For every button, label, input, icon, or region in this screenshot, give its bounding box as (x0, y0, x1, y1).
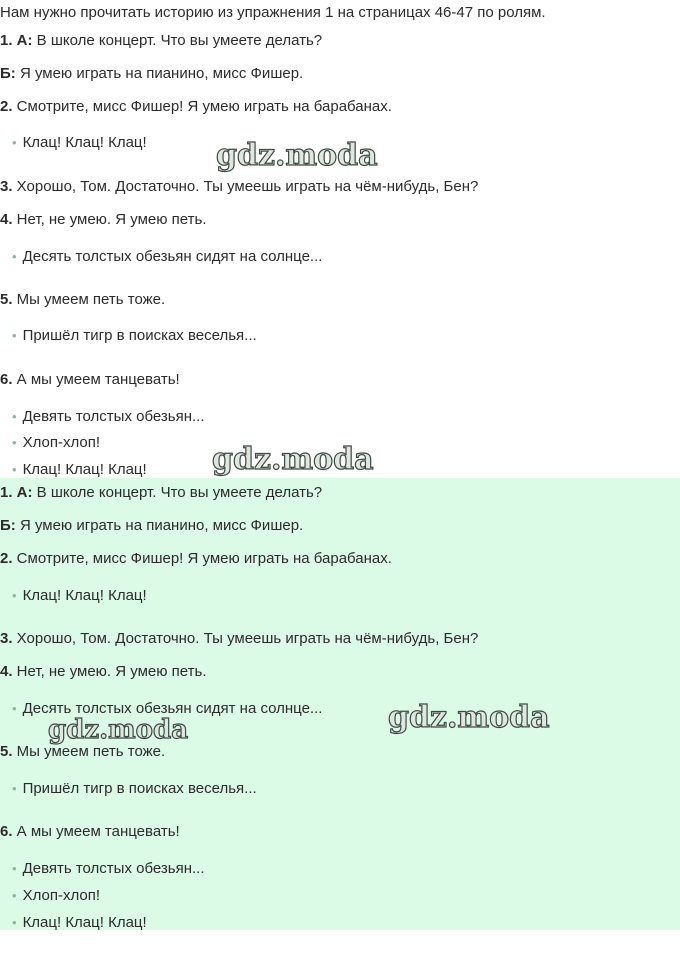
bullet-text: Девять толстых обезьян... (22, 408, 205, 425)
speaker-number: 1. А: (0, 484, 33, 501)
song-bullet (12, 700, 322, 718)
bullet-dot-icon: • (12, 861, 17, 876)
bullet-dot-icon: • (12, 462, 17, 477)
song-bullet (12, 587, 147, 605)
dialogue-line (0, 98, 392, 116)
dialogue-line (0, 663, 207, 681)
dialogue-line (0, 743, 165, 761)
song-bullet (12, 408, 205, 426)
watermark: gdz.moda (388, 700, 550, 735)
bullet-text: Девять толстых обезьян... (22, 860, 205, 877)
watermark: gdz.moda (212, 442, 374, 477)
bullet-text: Хлоп-хлоп! (22, 434, 101, 451)
dialogue-line (0, 291, 165, 309)
dialogue-text: А мы умеем танцевать! (12, 823, 180, 840)
dialogue-line (0, 371, 180, 389)
dialogue-line (0, 32, 322, 50)
dialogue-line (0, 517, 303, 535)
dialogue-text: Смотрите, мисс Фишер! Я умею играть на барабанах. (12, 98, 392, 115)
bullet-text: Пришёл тигр в поисках веселья... (22, 780, 257, 797)
dialogue-text: Мы умеем петь тоже. (12, 291, 166, 308)
dialogue-text: Я умею играть на пианино, мисс Фишер. (15, 65, 304, 82)
speaker-number: 3. (0, 178, 13, 195)
song-bullet (12, 914, 147, 932)
speaker-number: Б: (0, 65, 16, 82)
song-bullet (12, 434, 100, 452)
song-bullet (12, 887, 100, 905)
song-bullet (12, 860, 205, 878)
dialogue-line (0, 484, 322, 502)
bullet-dot-icon: • (12, 781, 17, 796)
speaker-number: Б: (0, 517, 16, 534)
bullet-dot-icon: • (12, 435, 17, 450)
dialogue-text: В школе концерт. Что вы умеете делать? (32, 32, 323, 49)
speaker-number: 1. А: (0, 32, 33, 49)
bullet-dot-icon: • (12, 135, 17, 150)
song-bullet (12, 248, 322, 266)
intro-text: Нам нужно прочитать историю из упражнения 1 на страницах 46-47 по ролям. (0, 4, 546, 21)
song-bullet (12, 780, 257, 798)
dialogue-line (0, 211, 207, 229)
bullet-dot-icon: • (12, 328, 17, 343)
bullet-dot-icon: • (12, 888, 17, 903)
watermark: gdz.moda (216, 138, 378, 173)
dialogue-line (0, 178, 478, 196)
watermark: gdz.moda (48, 715, 189, 745)
dialogue-text: Смотрите, мисс Фишер! Я умею играть на барабанах. (12, 550, 392, 567)
song-bullet (12, 134, 147, 152)
song-bullet (12, 327, 257, 345)
bullet-text: Клац! Клац! Клац! (22, 587, 147, 604)
dialogue-line (0, 550, 392, 568)
speaker-number: 6. (0, 371, 13, 388)
speaker-number: 2. (0, 550, 13, 567)
bullet-text: Клац! Клац! Клац! (22, 134, 147, 151)
bullet-dot-icon: • (12, 915, 17, 930)
dialogue-text: А мы умеем танцевать! (12, 371, 180, 388)
bullet-text: Десять толстых обезьян сидят на солнце... (22, 700, 323, 717)
dialogue-line (0, 823, 180, 841)
speaker-number: 6. (0, 823, 13, 840)
bullet-text: Хлоп-хлоп! (22, 887, 101, 904)
bullet-dot-icon: • (12, 588, 17, 603)
dialogue-text: Нет, не умею. Я умею петь. (12, 663, 207, 680)
speaker-number: 2. (0, 98, 13, 115)
speaker-number: 3. (0, 630, 13, 647)
bullet-dot-icon: • (12, 409, 17, 424)
speaker-number: 4. (0, 663, 13, 680)
bullet-text: Клац! Клац! Клац! (22, 461, 147, 478)
dialogue-text: Я умею играть на пианино, мисс Фишер. (15, 517, 304, 534)
song-bullet (12, 461, 147, 479)
dialogue-text: Мы умеем петь тоже. (12, 743, 166, 760)
bullet-text: Десять толстых обезьян сидят на солнце... (22, 248, 323, 265)
speaker-number: 4. (0, 211, 13, 228)
dialogue-text: Нет, не умею. Я умею петь. (12, 211, 207, 228)
speaker-number: 5. (0, 743, 13, 760)
dialogue-text: Хорошо, Том. Достаточно. Ты умеешь играть на чём-нибудь, Бен? (12, 178, 479, 195)
bullet-text: Клац! Клац! Клац! (22, 914, 147, 931)
dialogue-line (0, 630, 478, 648)
dialogue-text: Хорошо, Том. Достаточно. Ты умеешь играть на чём-нибудь, Бен? (12, 630, 479, 647)
bullet-text: Пришёл тигр в поисках веселья... (22, 327, 257, 344)
speaker-number: 5. (0, 291, 13, 308)
bullet-dot-icon: • (12, 249, 17, 264)
dialogue-line (0, 65, 303, 83)
dialogue-text: В школе концерт. Что вы умеете делать? (32, 484, 323, 501)
bullet-dot-icon: • (12, 701, 17, 716)
